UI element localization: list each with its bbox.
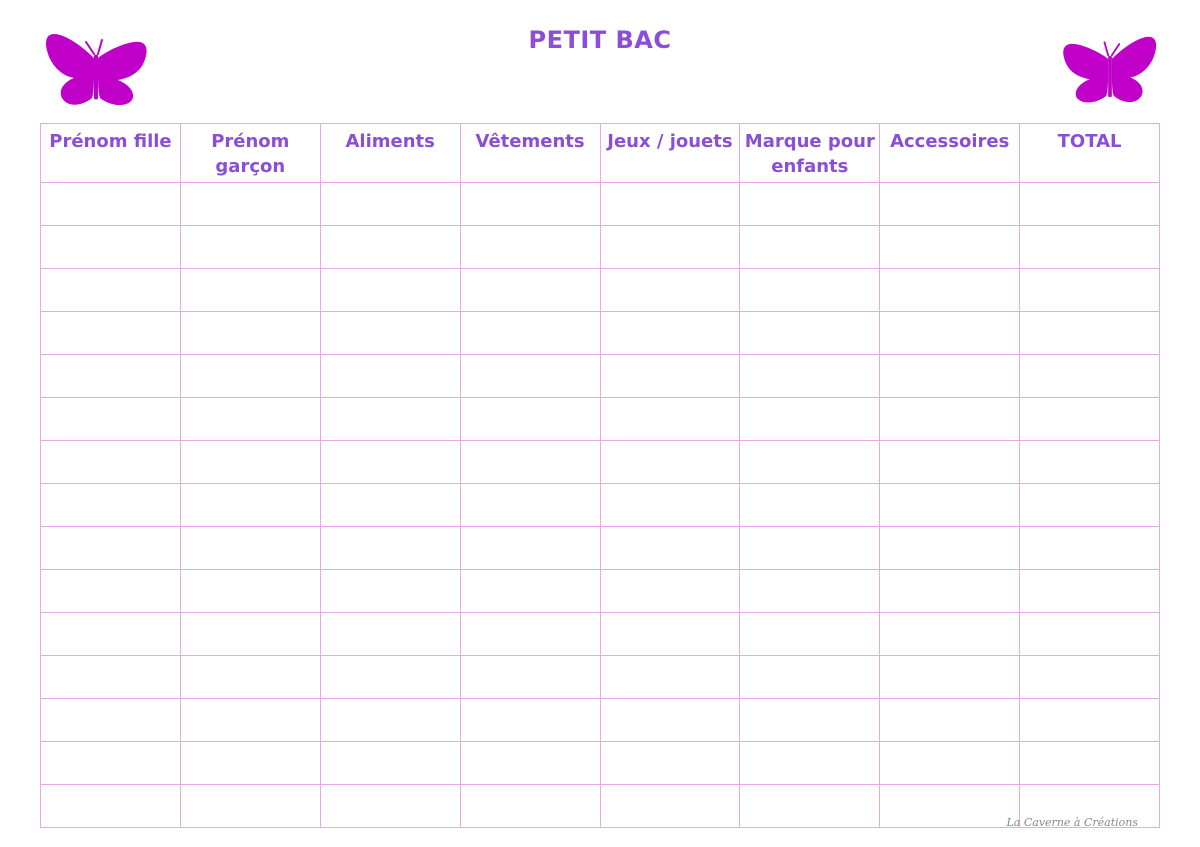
answer-cell[interactable]	[41, 312, 181, 355]
answer-cell[interactable]	[41, 355, 181, 398]
table-row	[41, 226, 1160, 269]
footer-credit: La Caverne à Créations	[1006, 816, 1138, 829]
column-header-marque-pour-enfants: Marque pour enfants	[740, 124, 880, 183]
column-header-accessoires: Accessoires	[880, 124, 1020, 183]
answer-cell[interactable]	[880, 398, 1020, 441]
answer-cell[interactable]	[41, 613, 181, 656]
answer-cell[interactable]	[180, 269, 320, 312]
answer-cell[interactable]	[460, 570, 600, 613]
answer-cell[interactable]	[320, 226, 460, 269]
answer-cell[interactable]	[460, 312, 600, 355]
answer-cell[interactable]	[41, 656, 181, 699]
answer-cell[interactable]	[41, 699, 181, 742]
answer-cell[interactable]	[880, 183, 1020, 226]
answer-cell[interactable]	[41, 269, 181, 312]
answer-cell[interactable]	[41, 398, 181, 441]
answer-cell[interactable]	[1020, 613, 1160, 656]
answer-cell[interactable]	[600, 785, 740, 828]
grid-body	[41, 183, 1160, 828]
answer-cell[interactable]	[740, 699, 880, 742]
answer-cell[interactable]	[740, 441, 880, 484]
answer-cell[interactable]	[880, 312, 1020, 355]
answer-cell[interactable]	[880, 699, 1020, 742]
answer-cell[interactable]	[460, 398, 600, 441]
table-row	[41, 527, 1160, 570]
answer-cell[interactable]	[320, 613, 460, 656]
answer-cell[interactable]	[460, 656, 600, 699]
answer-cell[interactable]	[880, 656, 1020, 699]
table-row	[41, 570, 1160, 613]
answer-cell[interactable]	[180, 398, 320, 441]
answer-cell[interactable]	[180, 183, 320, 226]
answer-cell[interactable]	[1020, 441, 1160, 484]
answer-cell[interactable]	[41, 742, 181, 785]
answer-cell[interactable]	[320, 785, 460, 828]
answer-cell[interactable]	[740, 269, 880, 312]
answer-cell[interactable]	[320, 398, 460, 441]
answer-cell[interactable]	[41, 785, 181, 828]
answer-cell[interactable]	[1020, 699, 1160, 742]
answer-cell[interactable]	[1020, 656, 1160, 699]
table-row	[41, 441, 1160, 484]
answer-cell[interactable]	[600, 226, 740, 269]
answer-cell[interactable]	[41, 570, 181, 613]
page-title: PETIT BAC	[528, 26, 672, 54]
column-header-aliments: Aliments	[320, 124, 460, 183]
answer-cell[interactable]	[740, 355, 880, 398]
answer-cell[interactable]	[1020, 355, 1160, 398]
answer-cell[interactable]	[600, 484, 740, 527]
answer-cell[interactable]	[41, 527, 181, 570]
answer-cell[interactable]	[740, 527, 880, 570]
answer-cell[interactable]	[600, 355, 740, 398]
answer-cell[interactable]	[1020, 312, 1160, 355]
answer-cell[interactable]	[320, 699, 460, 742]
answer-cell[interactable]	[320, 441, 460, 484]
table-row	[41, 613, 1160, 656]
table-row	[41, 183, 1160, 226]
answer-cell[interactable]	[600, 613, 740, 656]
table-row	[41, 312, 1160, 355]
answer-cell[interactable]	[41, 441, 181, 484]
answer-cell[interactable]	[880, 613, 1020, 656]
answer-cell[interactable]	[180, 355, 320, 398]
answer-cell[interactable]	[880, 742, 1020, 785]
answer-cell[interactable]	[460, 785, 600, 828]
answer-cell[interactable]	[180, 441, 320, 484]
answer-cell[interactable]	[1020, 226, 1160, 269]
answer-cell[interactable]	[320, 570, 460, 613]
answer-cell[interactable]	[880, 269, 1020, 312]
table-row	[41, 398, 1160, 441]
answer-cell[interactable]	[460, 699, 600, 742]
answer-cell[interactable]	[600, 742, 740, 785]
answer-cell[interactable]	[320, 527, 460, 570]
answer-cell[interactable]	[460, 269, 600, 312]
answer-cell[interactable]	[180, 613, 320, 656]
answer-cell[interactable]	[460, 226, 600, 269]
answer-cell[interactable]	[41, 484, 181, 527]
answer-cell[interactable]	[600, 183, 740, 226]
answer-cell[interactable]	[320, 355, 460, 398]
answer-cell[interactable]	[1020, 183, 1160, 226]
answer-cell[interactable]	[740, 398, 880, 441]
header-row	[41, 124, 1160, 183]
table-row	[41, 699, 1160, 742]
butterfly-icon	[44, 32, 148, 108]
answer-cell[interactable]	[180, 570, 320, 613]
table-row	[41, 656, 1160, 699]
answer-cell[interactable]	[460, 355, 600, 398]
answer-cell[interactable]	[1020, 570, 1160, 613]
answer-cell[interactable]	[740, 570, 880, 613]
table-row	[41, 742, 1160, 785]
answer-cell[interactable]	[320, 312, 460, 355]
answer-cell[interactable]	[180, 699, 320, 742]
answer-cell[interactable]	[320, 656, 460, 699]
answer-cell[interactable]	[740, 785, 880, 828]
table-row	[41, 484, 1160, 527]
answer-cell[interactable]	[600, 441, 740, 484]
answer-cell[interactable]	[740, 742, 880, 785]
answer-cell[interactable]	[600, 527, 740, 570]
answer-cell[interactable]	[460, 613, 600, 656]
answer-cell[interactable]	[600, 656, 740, 699]
answer-cell[interactable]	[180, 312, 320, 355]
column-header-prenom-garcon: Prénom garçon	[180, 124, 320, 183]
answer-cell[interactable]	[1020, 484, 1160, 527]
answer-cell[interactable]	[180, 656, 320, 699]
table-row	[41, 269, 1160, 312]
answer-cell[interactable]	[880, 355, 1020, 398]
butterfly-icon	[1062, 32, 1158, 108]
answer-cell[interactable]	[1020, 742, 1160, 785]
answer-cell[interactable]	[600, 312, 740, 355]
column-header-jeux-jouets: Jeux / jouets	[600, 124, 740, 183]
answer-cell[interactable]	[180, 742, 320, 785]
answer-cell[interactable]	[1020, 527, 1160, 570]
answer-cell[interactable]	[180, 527, 320, 570]
answer-cell[interactable]	[880, 785, 1020, 828]
answer-cell[interactable]	[740, 226, 880, 269]
answer-cell[interactable]	[600, 570, 740, 613]
answer-cell[interactable]	[1020, 398, 1160, 441]
answer-cell[interactable]	[880, 527, 1020, 570]
answer-cell[interactable]	[320, 742, 460, 785]
answer-cell[interactable]	[1020, 269, 1160, 312]
answer-cell[interactable]	[880, 441, 1020, 484]
answer-cell[interactable]	[740, 484, 880, 527]
answer-cell[interactable]	[180, 226, 320, 269]
answer-cell[interactable]	[740, 613, 880, 656]
column-header-vetements: Vêtements	[460, 124, 600, 183]
answer-cell[interactable]	[320, 183, 460, 226]
answer-cell[interactable]	[320, 484, 460, 527]
answer-cell[interactable]	[460, 527, 600, 570]
answer-cell[interactable]	[180, 484, 320, 527]
answer-cell[interactable]	[460, 183, 600, 226]
answer-cell[interactable]	[600, 269, 740, 312]
answer-cell[interactable]	[740, 183, 880, 226]
answer-cell[interactable]	[320, 269, 460, 312]
answer-cell[interactable]	[740, 312, 880, 355]
answer-cell[interactable]	[600, 398, 740, 441]
answer-cell[interactable]	[460, 441, 600, 484]
answer-cell[interactable]	[180, 785, 320, 828]
petit-bac-grid	[40, 123, 1160, 828]
column-header-total: TOTAL	[1020, 124, 1160, 183]
answer-cell[interactable]	[600, 699, 740, 742]
answer-cell[interactable]	[460, 484, 600, 527]
answer-cell[interactable]	[41, 183, 181, 226]
table-row	[41, 355, 1160, 398]
answer-cell[interactable]	[880, 484, 1020, 527]
answer-cell[interactable]	[880, 570, 1020, 613]
answer-cell[interactable]	[41, 226, 181, 269]
answer-cell[interactable]	[880, 226, 1020, 269]
column-header-prenom-fille: Prénom fille	[41, 124, 181, 183]
answer-cell[interactable]	[460, 742, 600, 785]
table-row	[41, 785, 1160, 828]
answer-cell[interactable]	[740, 656, 880, 699]
